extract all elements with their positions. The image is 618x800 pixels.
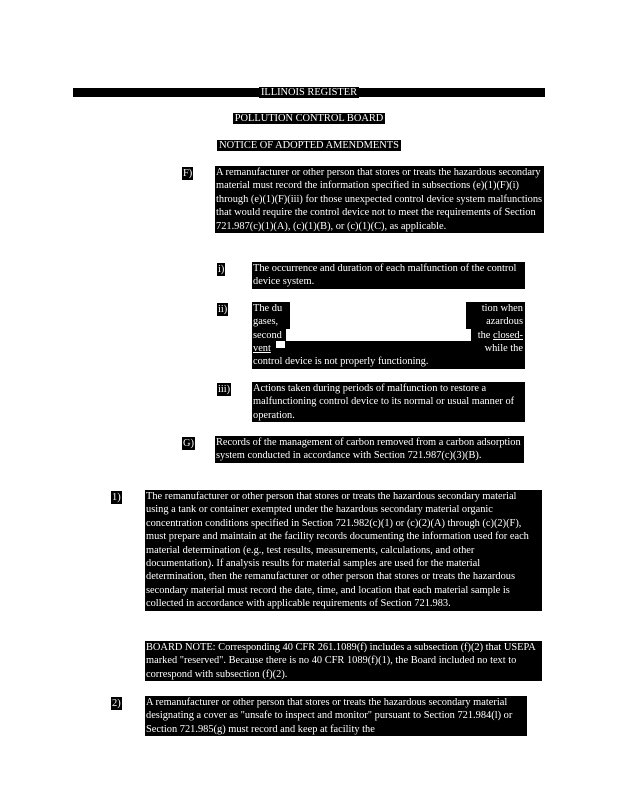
item-g-paragraph: Records of the management of carbon removed from a carbon adsorption system conducted in accordance with Section 721.987(c)(3)(B). (216, 437, 521, 462)
item-1-paragraph: The remanufacturer or other person that stores or treats the hazardous secondary material using a tank or container exempted under the hazardous secondary material organic concentration conditions specified in Section 721.982(c)(1) or (c)(2)(A) through (c)(2)(F), must prepare and maintain at the facility records documenting the information used for each material determination (e.g., test results, measurements, calculations, and other documentation). If analysis results for material samples are used for the material determination, then the remanufacturer or other person that stores or treats the hazardous secondary material must record the date, time, and location that each material sample is collected in accordance with applicable requirements of Section 721.983. (146, 491, 529, 610)
item-fi-label: i) (218, 264, 225, 275)
item-fiii-paragraph: Actions taken during periods of malfunction to restore a malfunctioning control device to its normal or usual manner of operation. (253, 383, 515, 421)
fii-line-3: second (253, 330, 282, 341)
item-fiii-text (252, 382, 525, 422)
item-2-paragraph: A remanufacturer or other person that stores or treats the hazardous secondary material designating a cover as "unsafe to inspect and monitor" pursuant to Section 721.984(l) or Section 721.985(g) must record and keep at facility the (146, 697, 513, 735)
board-title (73, 112, 545, 125)
item-1-text (145, 490, 542, 611)
item-f-paragraph: A remanufacturer or other person that stores or treats the hazardous secondary material must record the information specified in subsections (e)(1)(F)(i) through (e)(1)(F)(iii) for those unexpected control device system malfunctions that would require the control device not to meet the requirements of Section 721.987(c)(1)(A), (c)(1)(B), or (c)(1)(C), as applicable. (216, 167, 543, 232)
item-1-label: 1) (112, 492, 121, 503)
item-g-text (215, 436, 524, 463)
fii-line-2-end: azardous (486, 316, 523, 327)
item-2-text (145, 696, 527, 736)
item-fiii-label: iii) (218, 384, 231, 395)
register-title (73, 86, 545, 99)
item-2-label: 2) (112, 698, 121, 709)
fii-line-4: vent (253, 343, 271, 354)
notice-title (73, 139, 545, 152)
fii-line-1-end: tion when (481, 303, 523, 314)
item-fii-label: ii) (218, 304, 228, 315)
board-note (145, 641, 542, 681)
item-fi-paragraph: The occurrence and duration of each malfunction of the control device system. (253, 263, 517, 288)
item-f-text (215, 166, 544, 233)
fii-line-4-end: while the (484, 343, 523, 354)
notice-title-text: NOTICE OF ADOPTED AMENDMENTS (219, 140, 399, 151)
fii-line-2: gases, (253, 316, 279, 327)
item-g-label: G) (183, 438, 194, 449)
item-fi-text (252, 262, 525, 289)
redaction-area (286, 329, 471, 341)
redaction-area (276, 341, 285, 348)
item-f-label: F) (183, 168, 193, 179)
fii-line-1: The du (253, 303, 283, 314)
fii-line-5: control device is not properly functioning. (253, 356, 429, 367)
board-note-paragraph: BOARD NOTE: Corresponding 40 CFR 261.1089(f) includes a subsection (f)(2) that USEPA marked "reserved". Because there is no 40 CFR 1089(f)(1), the Board included no text to correspond with subsection (f)(2). (146, 642, 536, 680)
board-title-text: POLLUTION CONTROL BOARD (234, 113, 384, 124)
fii-line-3-end: the closed- (477, 330, 523, 341)
register-title-text: ILLINOIS REGISTER (260, 87, 358, 98)
